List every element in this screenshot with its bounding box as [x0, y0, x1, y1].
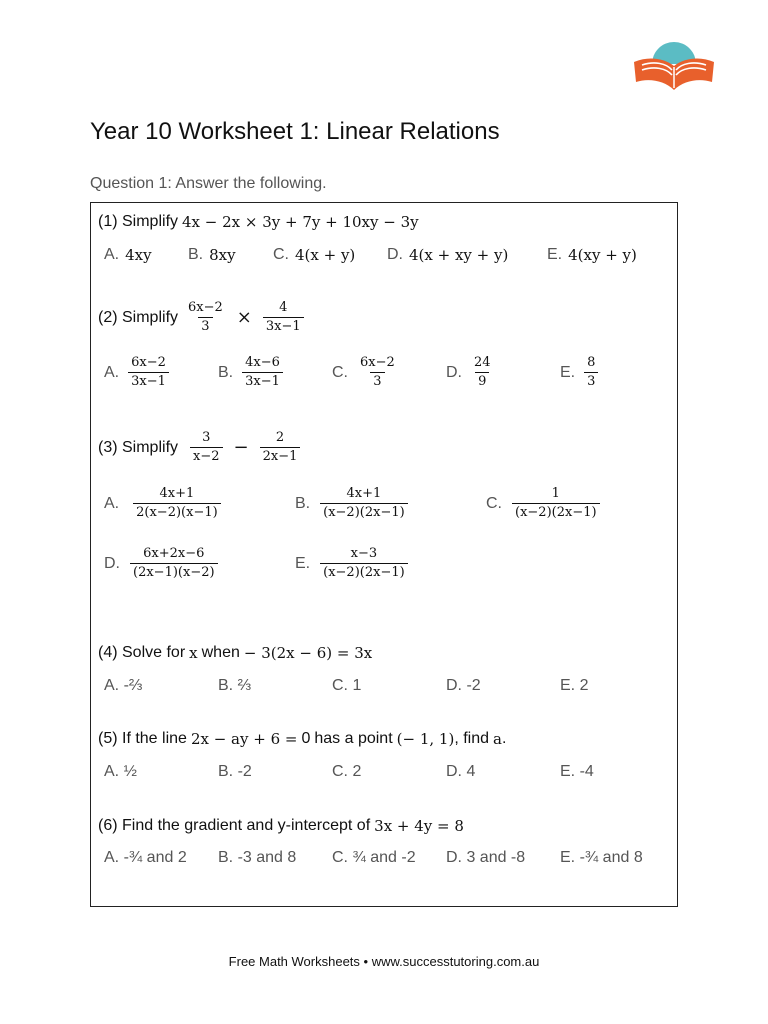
- q1-option-d[interactable]: D. 4(x + xy + y): [387, 246, 509, 264]
- q4-option-d[interactable]: D. -2: [446, 677, 481, 694]
- q4-option-b[interactable]: B. ⅔: [218, 677, 251, 694]
- question-2: [98, 301, 307, 335]
- q5-option-d[interactable]: D. 4: [446, 763, 476, 780]
- q1-expression: 4x − 2x × 3y + 7y + 10xy − 3y: [182, 213, 419, 231]
- q3-option-a[interactable]: A. $\frac{4x+1}{2(x-2)(x-1)}$: [104, 487, 224, 521]
- question-instruction: Question 1: Answer the following.: [90, 175, 327, 192]
- q3-fraction-1: $\frac{3}{x-2}$: [190, 431, 223, 465]
- q5-option-b[interactable]: B. -2: [218, 763, 252, 780]
- q1-option-c[interactable]: C. 4(x + y): [273, 246, 356, 264]
- q4-option-e[interactable]: E. 2: [560, 677, 589, 694]
- q1-option-b[interactable]: B. 8xy: [188, 246, 236, 264]
- q2-fraction-2: $\frac{4}{3x-1}$: [263, 301, 304, 335]
- q3-option-b[interactable]: B. $\frac{4x+1}{(x-2)(2x-1)}$: [295, 487, 411, 521]
- question-6: (6) Find the gradient and y-intercept of 3x + 4y = 8: [98, 817, 464, 835]
- q3-option-e[interactable]: E. $\frac{x-3}{(x-2)(2x-1)}$: [295, 547, 411, 581]
- q3-label: (3) Simplify: [98, 438, 179, 456]
- q6-option-d[interactable]: D. 3 and -8: [446, 849, 526, 866]
- q4-variable: x: [189, 644, 198, 662]
- q5-option-e[interactable]: E. -4: [560, 763, 594, 780]
- q2-option-c[interactable]: C. $\frac{6x-2}{3}$: [332, 355, 395, 389]
- q5-option-a[interactable]: A. ½: [104, 763, 137, 780]
- q6-expression: 3x + 4y = 8: [374, 817, 464, 835]
- q2-option-d[interactable]: D. $\frac{24}{9}$: [446, 355, 491, 389]
- question-5: (5) If the line 2x − ay + 6 = 0 has a point (− 1, 1) , find a .: [98, 730, 507, 748]
- q3-operator: −: [233, 437, 249, 459]
- question-box: [90, 202, 678, 907]
- q2-operator: ×: [236, 307, 252, 329]
- q1-label: (1) Simplify: [98, 213, 179, 230]
- q6-option-e[interactable]: E. -¾ and 8: [560, 849, 643, 866]
- q3-option-d[interactable]: D. $\frac{6x+2x-6}{(2x-1)(x-2)}$: [104, 547, 221, 581]
- question-4: (4) Solve for x when − 3(2x − 6) = 3x: [98, 644, 373, 662]
- q3-option-c[interactable]: C. $\frac{1}{(x-2)(2x-1)}$: [486, 487, 603, 521]
- q1-option-e[interactable]: E. 4(xy + y): [547, 246, 637, 264]
- q5-option-c[interactable]: C. 2: [332, 763, 362, 780]
- q2-fraction-1: $\frac{6x-2}{3}$: [188, 300, 223, 334]
- q2-option-a[interactable]: A. $\frac{6x-2}{3x-1}$: [104, 356, 172, 390]
- q3-fraction-2: $\frac{2}{2x-1}$: [260, 431, 301, 465]
- question-3: [98, 431, 303, 465]
- worksheet-title: Year 10 Worksheet 1: Linear Relations: [90, 118, 500, 145]
- q1-option-a[interactable]: A. 4xy: [104, 246, 152, 264]
- q4-option-a[interactable]: A. -⅔: [104, 677, 143, 694]
- q4-option-c[interactable]: C. 1: [332, 677, 362, 694]
- footer-text[interactable]: Free Math Worksheets • www.successtutoring.com.au: [228, 954, 540, 969]
- book-logo-icon: [630, 34, 718, 92]
- q6-option-b[interactable]: B. -3 and 8: [218, 849, 297, 866]
- q2-option-b[interactable]: B. $\frac{4x-6}{3x-1}$: [218, 356, 286, 390]
- q5-expression: 2x − ay + 6 =: [190, 730, 298, 748]
- q2-label: (2) Simplify: [98, 308, 179, 326]
- q6-option-a[interactable]: A. -¾ and 2: [104, 849, 187, 866]
- question-1: [98, 213, 419, 231]
- q6-option-c[interactable]: C. ¾ and -2: [332, 849, 416, 866]
- q5-variable: a: [493, 730, 502, 748]
- q4-expression: − 3(2x − 6) = 3x: [243, 644, 373, 662]
- q5-point: (− 1, 1): [396, 730, 455, 748]
- q2-option-e[interactable]: E. $\frac{8}{3}$: [560, 356, 601, 390]
